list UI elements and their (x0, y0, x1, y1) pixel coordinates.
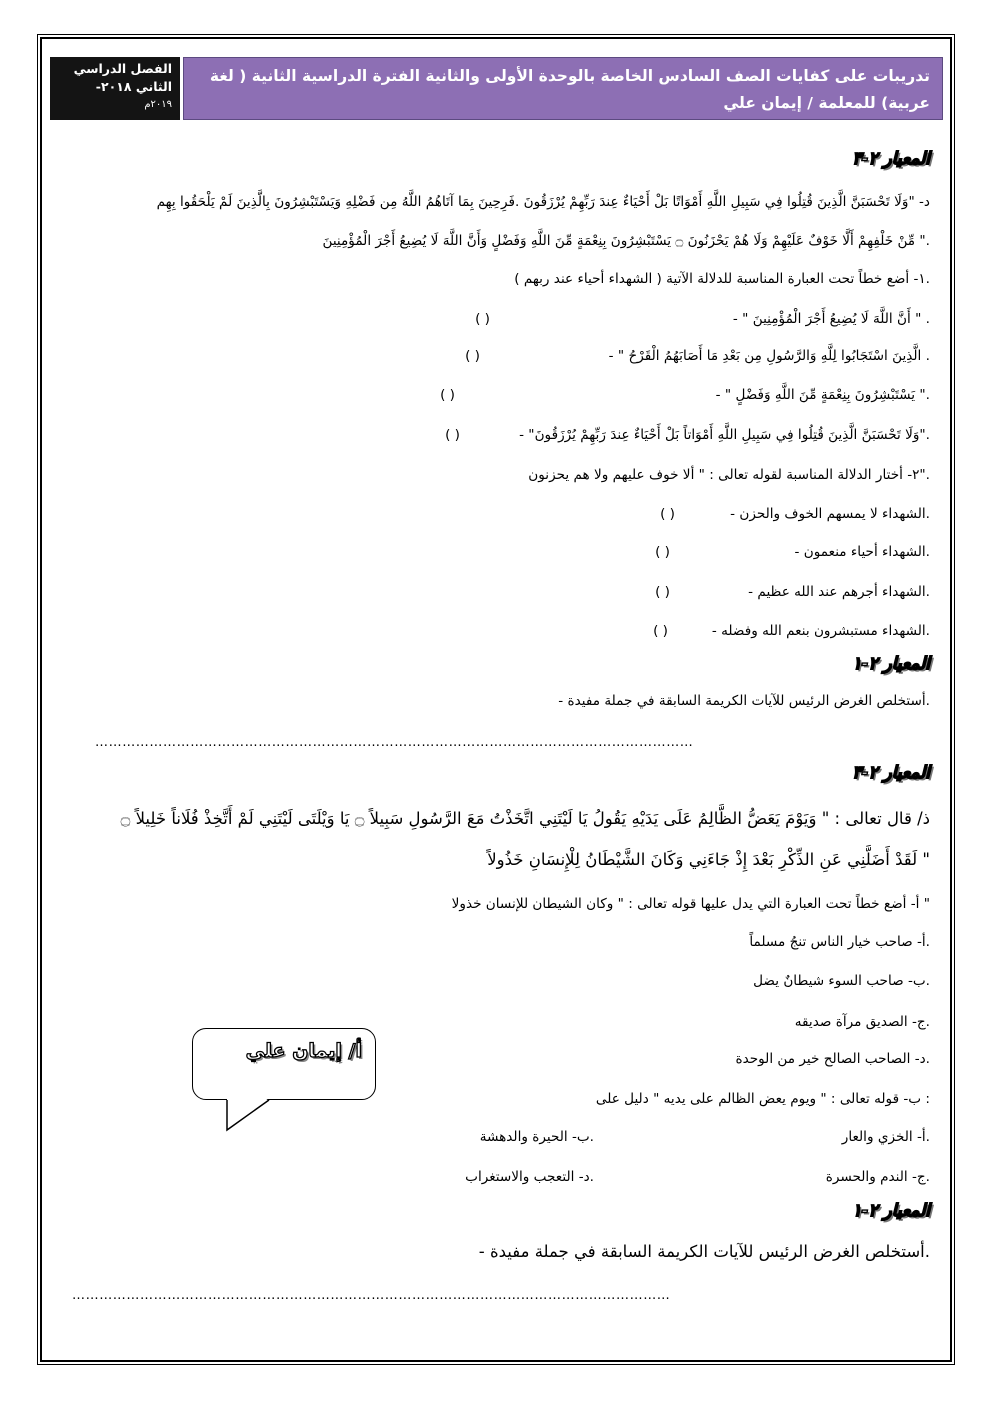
section2-qa-option[interactable]: د- الصاحب الصالح خير من الوحدة. (735, 1051, 930, 1067)
section2-question-b: ب- قوله تعالى : " ويوم يعض الظالم على يديه " دليل على : (595, 1091, 930, 1107)
answer-parentheses[interactable]: ( ) (440, 387, 455, 403)
section2-question3: - أستخلص الغرض الرئيس للآيات الكريمة السابقة في جملة مفيدة. (478, 1242, 930, 1261)
header-title: تدريبات على كفايات الصف السادس الخاصة بالوحدة الأولى والثانية الفترة الدراسية الثانية ( لغة عربية) للمعلمة / إيمان علي (183, 57, 943, 120)
section1-q2-option (60, 620, 930, 642)
answer-parentheses[interactable]: ( ) (655, 584, 670, 600)
section2-qb-option[interactable]: ج- الندم والحسرة. (825, 1169, 930, 1185)
option-text: - الشهداء لا يمسهم الخوف والحزن. (730, 506, 930, 522)
section2-qb-option[interactable]: د- التعجب والاستغراب. (465, 1169, 594, 1185)
section2-question-a: أ- أضع خطاً تحت العبارة التي يدل عليها قوله تعالى : " وكان الشيطان للإنسان خذولا " (451, 896, 930, 912)
callout-bubble (192, 1028, 376, 1100)
section1-level-label: المعيار ٢-٣ (852, 149, 930, 169)
section1-question2: ٢- أختار الدلالة المناسبة لقوله تعالى : " ألا خوف عليهم ولا هم يحزنون". (528, 467, 930, 483)
section2-verse-line1: ذ/ قال تعالى : " وَيَوْمَ يَعَضُّ الظَّالِمُ عَلَى يَدَيْهِ يَقُولُ يَا لَيْتَنِي اتَّخَذْتُ مَعَ الرَّسُولِ سَبِيلاً ۝ يَا وَيْلَتَى لَيْتَنِي لَمْ أَتَّخِذْ فُلَاناً خَلِيلاً ۝ (120, 809, 930, 828)
term-label: الفصل الدراسي الثاني ٢٠١٨- (73, 61, 172, 94)
section1-verse-line1: د- "وَلَا تَحْسَبَنَّ الَّذِينَ قُتِلُوا فِي سَبِيلِ اللَّهِ أَمْوَاتًا بَلْ أَحْيَاءٌ عِندَ رَبِّهِمْ يُرْزَقُونَ .فَرِحِينَ بِمَا آتَاهُمُ اللَّهُ مِن فَضْلِهِ وَيَسْتَبْشِرُونَ بِالَّذِينَ لَمْ يَلْحَقُوا بِهِم (156, 194, 930, 210)
option-text: - " أَنَّ اللَّهَ لَا يُضِيعُ أَجْرَ الْمُؤْمِنِينَ " . (732, 311, 930, 327)
option-text: - الشهداء أحياء منعمون. (794, 544, 930, 560)
section2-verse-line2: لَقَدْ أَضَلَّنِي عَنِ الذِّكْرِ بَعْدَ إِذْ جَاءَنِي وَكَانَ الشَّيْطَانُ لِلْإِنسَانِ خَذُولاً " (487, 850, 930, 869)
section2-qb-option[interactable]: أ- الخزي والعار. (841, 1129, 930, 1145)
answer-parentheses[interactable]: ( ) (660, 506, 675, 522)
option-text: - " يَسْتَبْشِرُونَ بِنِعْمَةٍ مِّنَ اللَّهِ وَفَضْلٍ ". (715, 387, 930, 403)
section1-q1-option (60, 424, 930, 446)
header (50, 57, 943, 120)
callout-tail (225, 1096, 275, 1132)
option-text: - "وَلَا تَحْسَبَنَّ الَّذِينَ قُتِلُوا فِي سَبِيلِ اللَّهِ أَمْوَاتاً بَلْ أَحْيَاءٌ عِندَ رَبِّهِمْ يُرْزَقُونَ". (519, 427, 930, 443)
section1-q1-option (60, 345, 930, 367)
callout-text: أ/ إيمان علي (245, 1040, 362, 1062)
section2-level2-label: المعيار ٢-١ (852, 1201, 930, 1221)
section1-level2-label: المعيار ٢-١ (852, 654, 930, 674)
term-box (50, 57, 180, 120)
section2-qa-option[interactable]: ب- صاحب السوء شيطانٌ يضل. (753, 973, 930, 989)
option-text: - الشهداء مستبشرون بنعم الله وفضله. (711, 623, 930, 639)
section1-q1-option (60, 384, 930, 406)
term-year-end: ٢٠١٩م (144, 99, 172, 110)
section2-level-label: المعيار ٢-٣ (852, 763, 930, 783)
section2-answer-line[interactable]: …………………………………………………………………………………………………………………… (72, 1288, 671, 1303)
section1-q2-option (60, 581, 930, 603)
option-text: - الشهداء أجرهم عند الله عظيم. (748, 584, 930, 600)
answer-parentheses[interactable]: ( ) (465, 348, 480, 364)
section2-qa-option[interactable]: ج- الصديق مرآة صديقه. (794, 1014, 930, 1030)
section1-q2-option (60, 503, 930, 525)
section1-question1: ١- أضع خطاً تحت العبارة المناسبة للدلالة الآتية ( الشهداء أحياء عند ربهم ). (514, 271, 930, 287)
section1-q1-option (60, 308, 930, 330)
option-text: - " الَّذِينَ اسْتَجَابُوا لِلَّهِ وَالرَّسُولِ مِن بَعْدِ مَا أَصَابَهُمُ الْقَرْحُ . (608, 348, 930, 364)
answer-parentheses[interactable]: ( ) (475, 311, 490, 327)
answer-parentheses[interactable]: ( ) (445, 427, 460, 443)
section1-verse-line2: مِّنْ خَلْفِهِمْ أَلَّا خَوْفٌ عَلَيْهِمْ وَلَا هُمْ يَحْزَنُونَ ۝ يَسْتَبْشِرُونَ بِنِعْمَةٍ مِّنَ اللَّهِ وَفَضْلٍ وَأَنَّ اللَّهَ لَا يُضِيعُ أَجْرَ الْمُؤْمِنِينَ ". (322, 233, 930, 249)
answer-parentheses[interactable]: ( ) (653, 623, 668, 639)
answer-parentheses[interactable]: ( ) (655, 544, 670, 560)
section1-answer-line[interactable]: …………………………………………………………………………………………………………………… (95, 735, 694, 750)
section2-qb-option[interactable]: ب- الحيرة والدهشة. (479, 1129, 594, 1145)
section1-question3: - أستخلص الغرض الرئيس للآيات الكريمة السابقة في جملة مفيدة. (558, 693, 930, 709)
section1-q2-option (60, 541, 930, 563)
section2-qa-option[interactable]: أ- صاحب خيار الناس تنجُ مسلماً. (749, 934, 930, 950)
